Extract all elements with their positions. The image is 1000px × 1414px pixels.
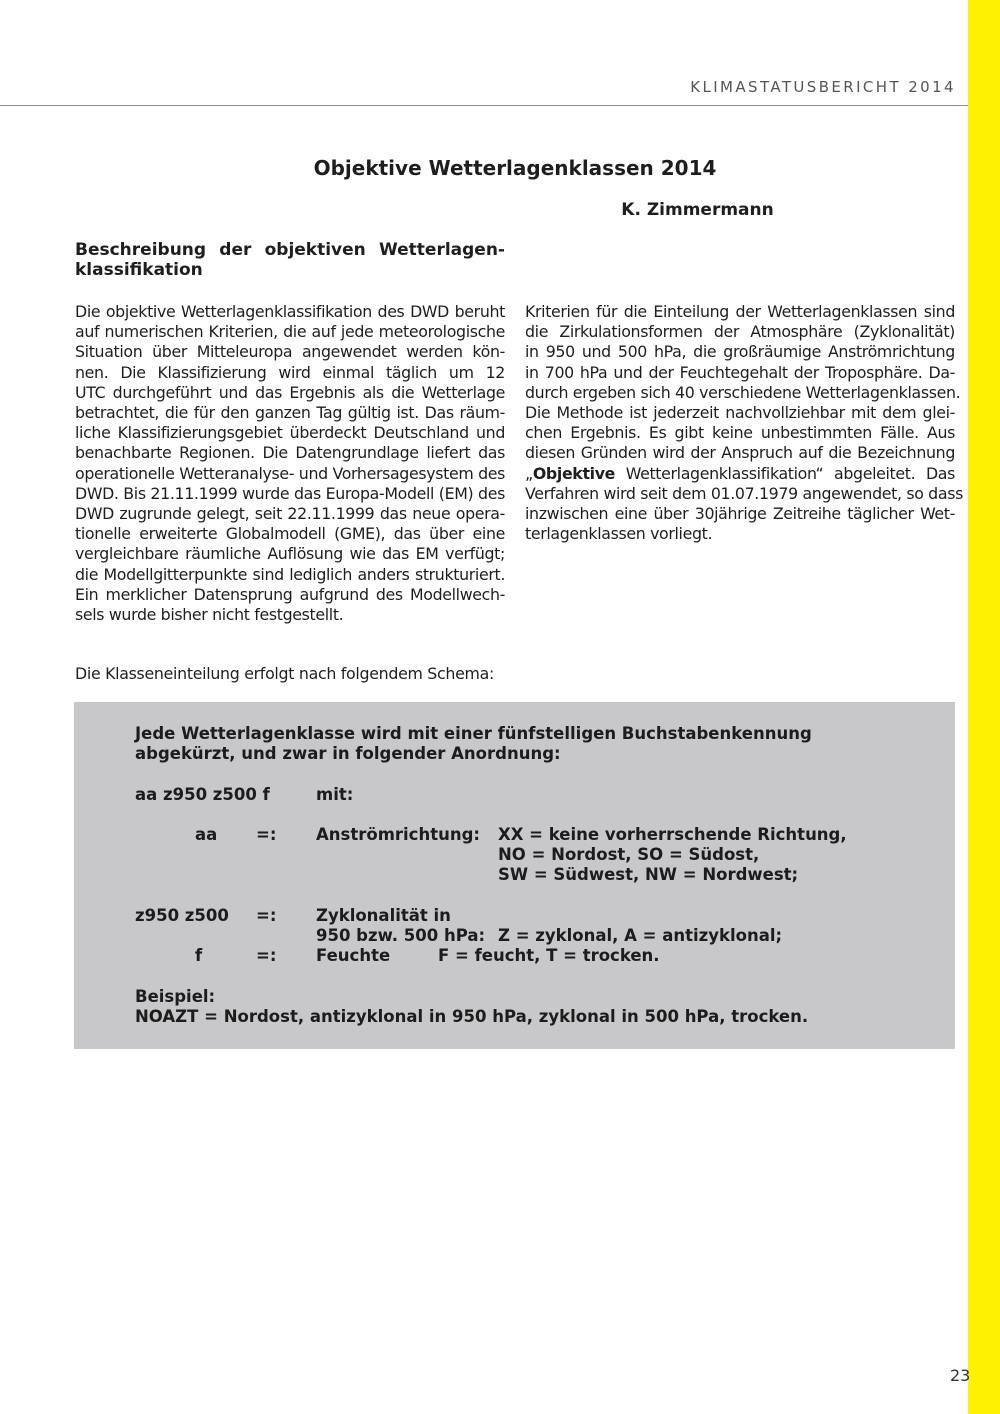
text-line: in 700 hPa und der Feuchtegehalt der Troposphäre. Da- [525,362,955,382]
text-line: Ein merklicher Datensprung aufgrund des Modellwech- [75,584,505,604]
text-line: die Modellgitterpunkte sind lediglich anders strukturiert. [75,564,505,584]
section-heading [75,240,505,280]
aa-eq: =: [256,825,277,844]
aa-value-2: NO = Nordost, SO = Südost, [498,845,760,864]
aa-key: aa [195,825,218,844]
z-key: z950 z500 [135,906,229,925]
text-line: tionelle erweiterte Globalmodell (GME), das über eine [75,524,505,544]
text-line: DWD zugrunde gelegt, seit 22.11.1999 das neue opera- [75,504,505,524]
text-line: UTC durchgeführt und das Ergebnis als die Wetterlage [75,382,505,402]
aa-value-1: XX = keine vorherrschende Richtung, [498,825,847,844]
section-heading-line1: Beschreibung der objektiven Wetterlagen- [75,240,505,260]
schema-intro-line2: abgekürzt, und zwar in folgender Anordnung: [135,744,561,763]
header-rule [0,105,968,106]
left-column [75,302,505,625]
bold-term: Objektive [532,463,616,483]
text-line: vergleichbare räumliche Auflösung wie das EM verfügt; [75,544,505,564]
text-line: Kriterien für die Einteilung der Wetterlagenklassen sind [525,302,955,321]
schema-intro: Die Klasseneinteilung erfolgt nach folgendem Schema: [75,664,495,683]
text-line: chen Ergebnis. Es gibt keine unbestimmten Fälle. Aus [525,423,955,443]
text-line: auf numerischen Kriterien, die auf jede meteorologische [75,322,505,342]
schema-intro-line1: Jede Wetterlagenklasse wird mit einer fünfstelligen Buchstabenkennung [135,724,812,743]
text-line: diesen Gründen wird der Anspruch auf die Bezeichnung [525,443,955,463]
text-line: Situation über Mitteleuropa angewendet werden kön- [75,342,505,362]
running-header: KLIMASTATUSBERICHT 2014 [690,78,956,96]
f-eq: =: [256,946,277,965]
text-line: die Zirkulationsformen der Atmosphäre (Zyklonalität) [525,322,955,342]
quote-open: „ [525,463,533,483]
text-line: durch ergeben sich 40 verschiedene Wetterlagenklassen. [525,382,961,402]
schema-box [74,702,955,1049]
z-value: Z = zyklonal, A = antizyklonal; [498,926,783,945]
schema-code: aa z950 z500 f [135,785,270,804]
z-label-1: Zyklonalität in [316,906,451,925]
text-line: terlagenklassen vorliegt. [525,524,713,544]
z-label-2: 950 bzw. 500 hPa: [316,926,486,945]
text-line: sels wurde bisher nicht festgestellt. [75,605,344,625]
section-heading-line2: klassifikation [75,260,203,280]
z-eq: =: [256,906,277,925]
text-line: DWD. Bis 21.11.1999 wurde das Europa-Modell (EM) des [75,483,505,503]
text-line: Die Methode ist jederzeit nachvollziehbar mit dem glei- [525,403,955,423]
aa-label: Anströmrichtung: [316,825,481,844]
text-line: Verfahren wird seit dem 01.07.1979 angewendet, so dass [525,483,963,503]
yellow-side-bar [968,0,1000,1414]
article-title: Objektive Wetterlagenklassen 2014 [313,156,717,180]
f-label: Feuchte [316,946,391,965]
text-line: liche Klassifizierungsgebiet überdeckt Deutschland und [75,423,505,443]
text-line: nen. Die Klassifizierung wird einmal täglich um 12 [75,362,505,382]
schema-mit: mit: [316,785,354,804]
quote-rest: Wetterlagenklassifikation“ abgeleitet. Das [615,463,955,483]
text-line: benachbarte Regionen. Die Datengrundlage liefert das [75,443,505,463]
page-number: 23 [950,1366,971,1385]
example-label: Beispiel: [135,987,216,1006]
text-line: Die objektive Wetterlagenklassifikation des DWD beruht [75,302,505,321]
article-author [75,200,955,220]
text-line: betrachtet, die für den ganzen Tag gültig ist. Das räum- [75,403,505,423]
aa-value-3: SW = Südwest, NW = Nordwest; [498,865,799,884]
f-value: F = feucht, T = trocken. [438,946,660,965]
text-line-quote [525,464,955,484]
right-column [525,302,963,544]
f-key: f [195,946,203,965]
text-line: in 950 und 500 hPa, die großräumige Anströmrichtung [525,342,955,362]
text-line: operationelle Wetteranalyse- und Vorhersagesystem des [75,463,505,483]
author-name: K. Zimmermann [621,200,774,220]
example-text: NOAZT = Nordost, antizyklonal in 950 hPa, zyklonal in 500 hPa, trocken. [135,1007,809,1026]
text-line: inzwischen eine über 30jährige Zeitreihe täglicher Wet- [525,504,955,524]
